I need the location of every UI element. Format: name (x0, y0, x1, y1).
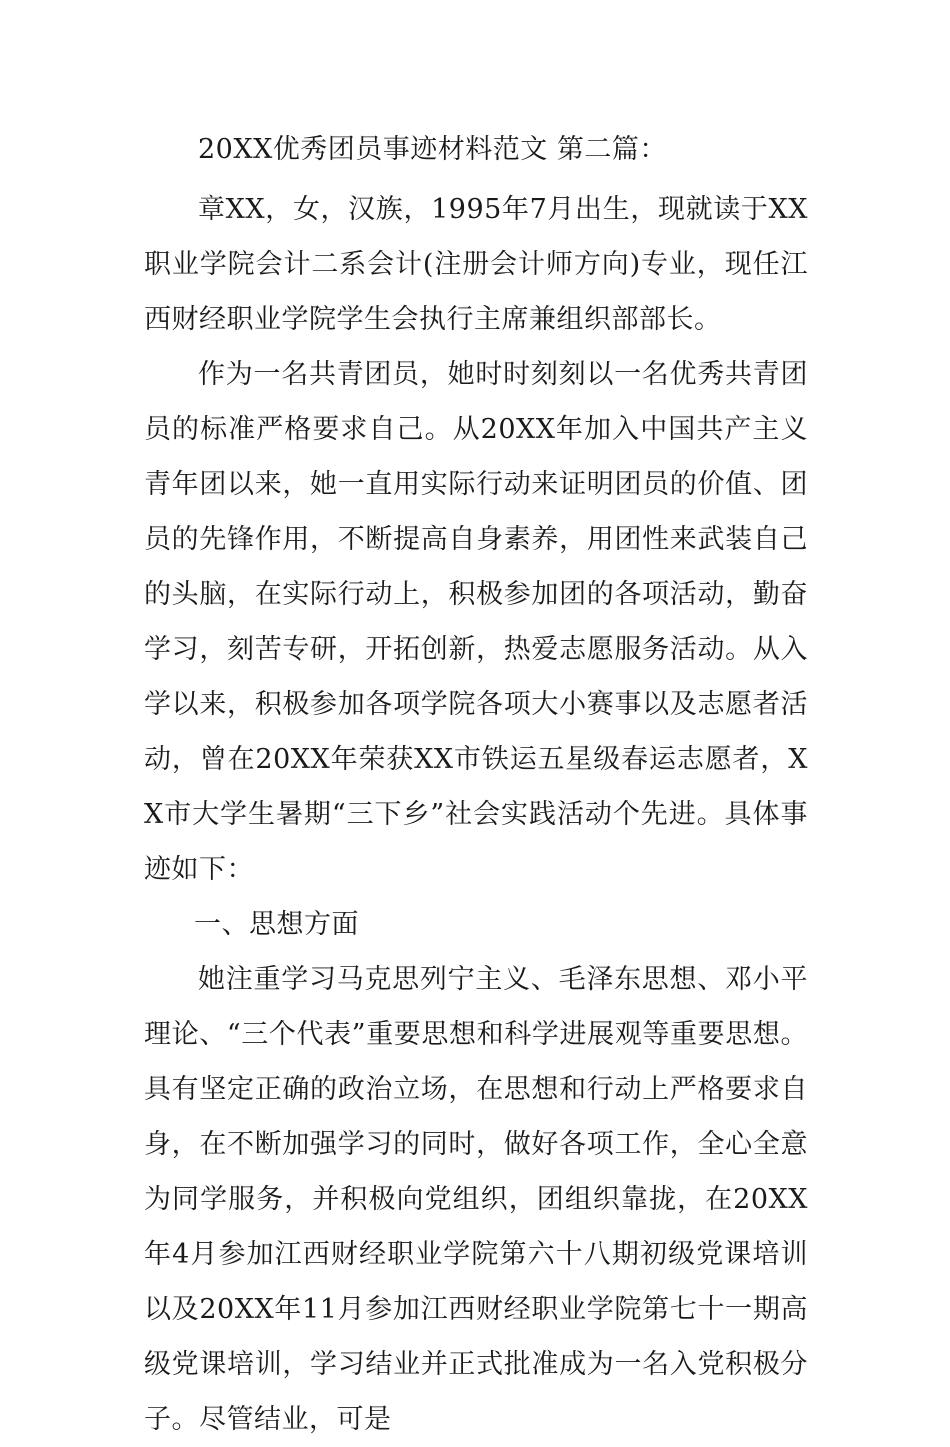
paragraph-thought: 她注重学习马克思列宁主义、毛泽东思想、邓小平理论、“三个代表”重要思想和科学进展观等重要思想。具有坚定正确的政治立场，在思想和行动上严格要求自身，在不断加强学习的同时，做好各项工作，全心全意为同学服务，并积极向党组织，团组织靠拢，在20XX年4月参加江西财经职业学院第六十八期初级党课培训以及20XX年11月参加江西财经职业学院第七十一期高级党课培训，学习结业并正式批准成为一名入党积极分子。尽管结业，可是 (144, 964, 808, 1435)
paragraph-overview: 作为一名共青团员，她时时刻刻以一名优秀共青团员的标准严格要求自己。从20XX年加入中国共产主义青年团以来，她一直用实际行动来证明团员的价值、团员的先锋作用，不断提高自身素养，用团性来武装自己的头脑，在实际行动上，积极参加团的各项活动，勤奋学习，刻苦专研，开拓创新，热爱志愿服务活动。从入学以来，积极参加各项学院各项大小赛事以及志愿者活动，曾在20XX年荣获XX市铁运五星级春运志愿者，XX市大学生暑期“三下乡”社会实践活动个先进。具体事迹如下： (144, 359, 808, 885)
section-heading-thought: 一、思想方面 (194, 909, 359, 940)
document-title-line: 20XX优秀团员事迹材料范文 第二篇： (198, 134, 667, 165)
document-body (144, 128, 808, 1447)
paragraph-bio: 章XX，女，汉族，1995年7月出生，现就读于XX职业学院会计二系会计(注册会计师方向)专业，现任江西财经职业学院学生会执行主席兼组织部部长。 (144, 194, 808, 335)
